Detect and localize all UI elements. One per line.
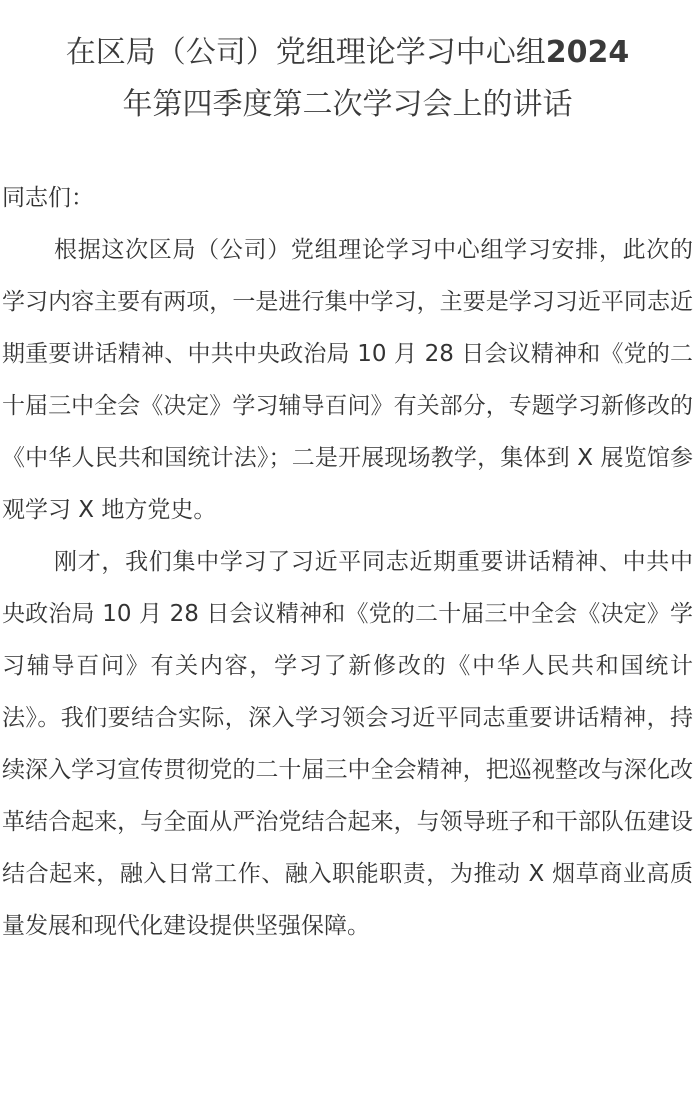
salutation: 同志们： (2, 185, 94, 211)
paragraph-2: 刚才，我们集中学习了习近平同志近期重要讲话精神、中共中央政治局 10 月 28 日会议精神和《党的二十届三中全会《决定》学习辅导百问》有关内容，学习了新修改的《中华人民共和国统计法》。我们要结合实际，深入学习领会习近平同志重要讲话精神，持续深入学习宣传贯彻党的二十届三中全会精神，把巡视整改与深化改革结合起来，与全面从严治党结合起来，与领导班子和干部队伍建设结合起来，融入日常工作、融入职能职责，为推动 X 烟草商业高质量发展和现代化建设提供坚强保障。 (2, 549, 693, 939)
document-body (2, 172, 693, 952)
title-line-1: 在区局（公司）党组理论学习中心组 (65, 35, 546, 70)
document-title (2, 0, 693, 131)
title-year: 2024 (545, 35, 630, 70)
title-line-2: 年第四季度第二次学习会上的讲话 (122, 87, 573, 122)
paragraph-1: 根据这次区局（公司）党组理论学习中心组学习安排，此次的学习内容主要有两项，一是进行集中学习，主要是学习习近平同志近期重要讲话精神、中共中央政治局 10 月 28 日会议精神和《党的二十届三中全会《决定》学习辅导百问》有关部分，专题学习新修改的《中华人民共和国统计法》；二是开展现场教学，集体到 X 展览馆参观学习 X 地方党史。 (2, 237, 693, 523)
